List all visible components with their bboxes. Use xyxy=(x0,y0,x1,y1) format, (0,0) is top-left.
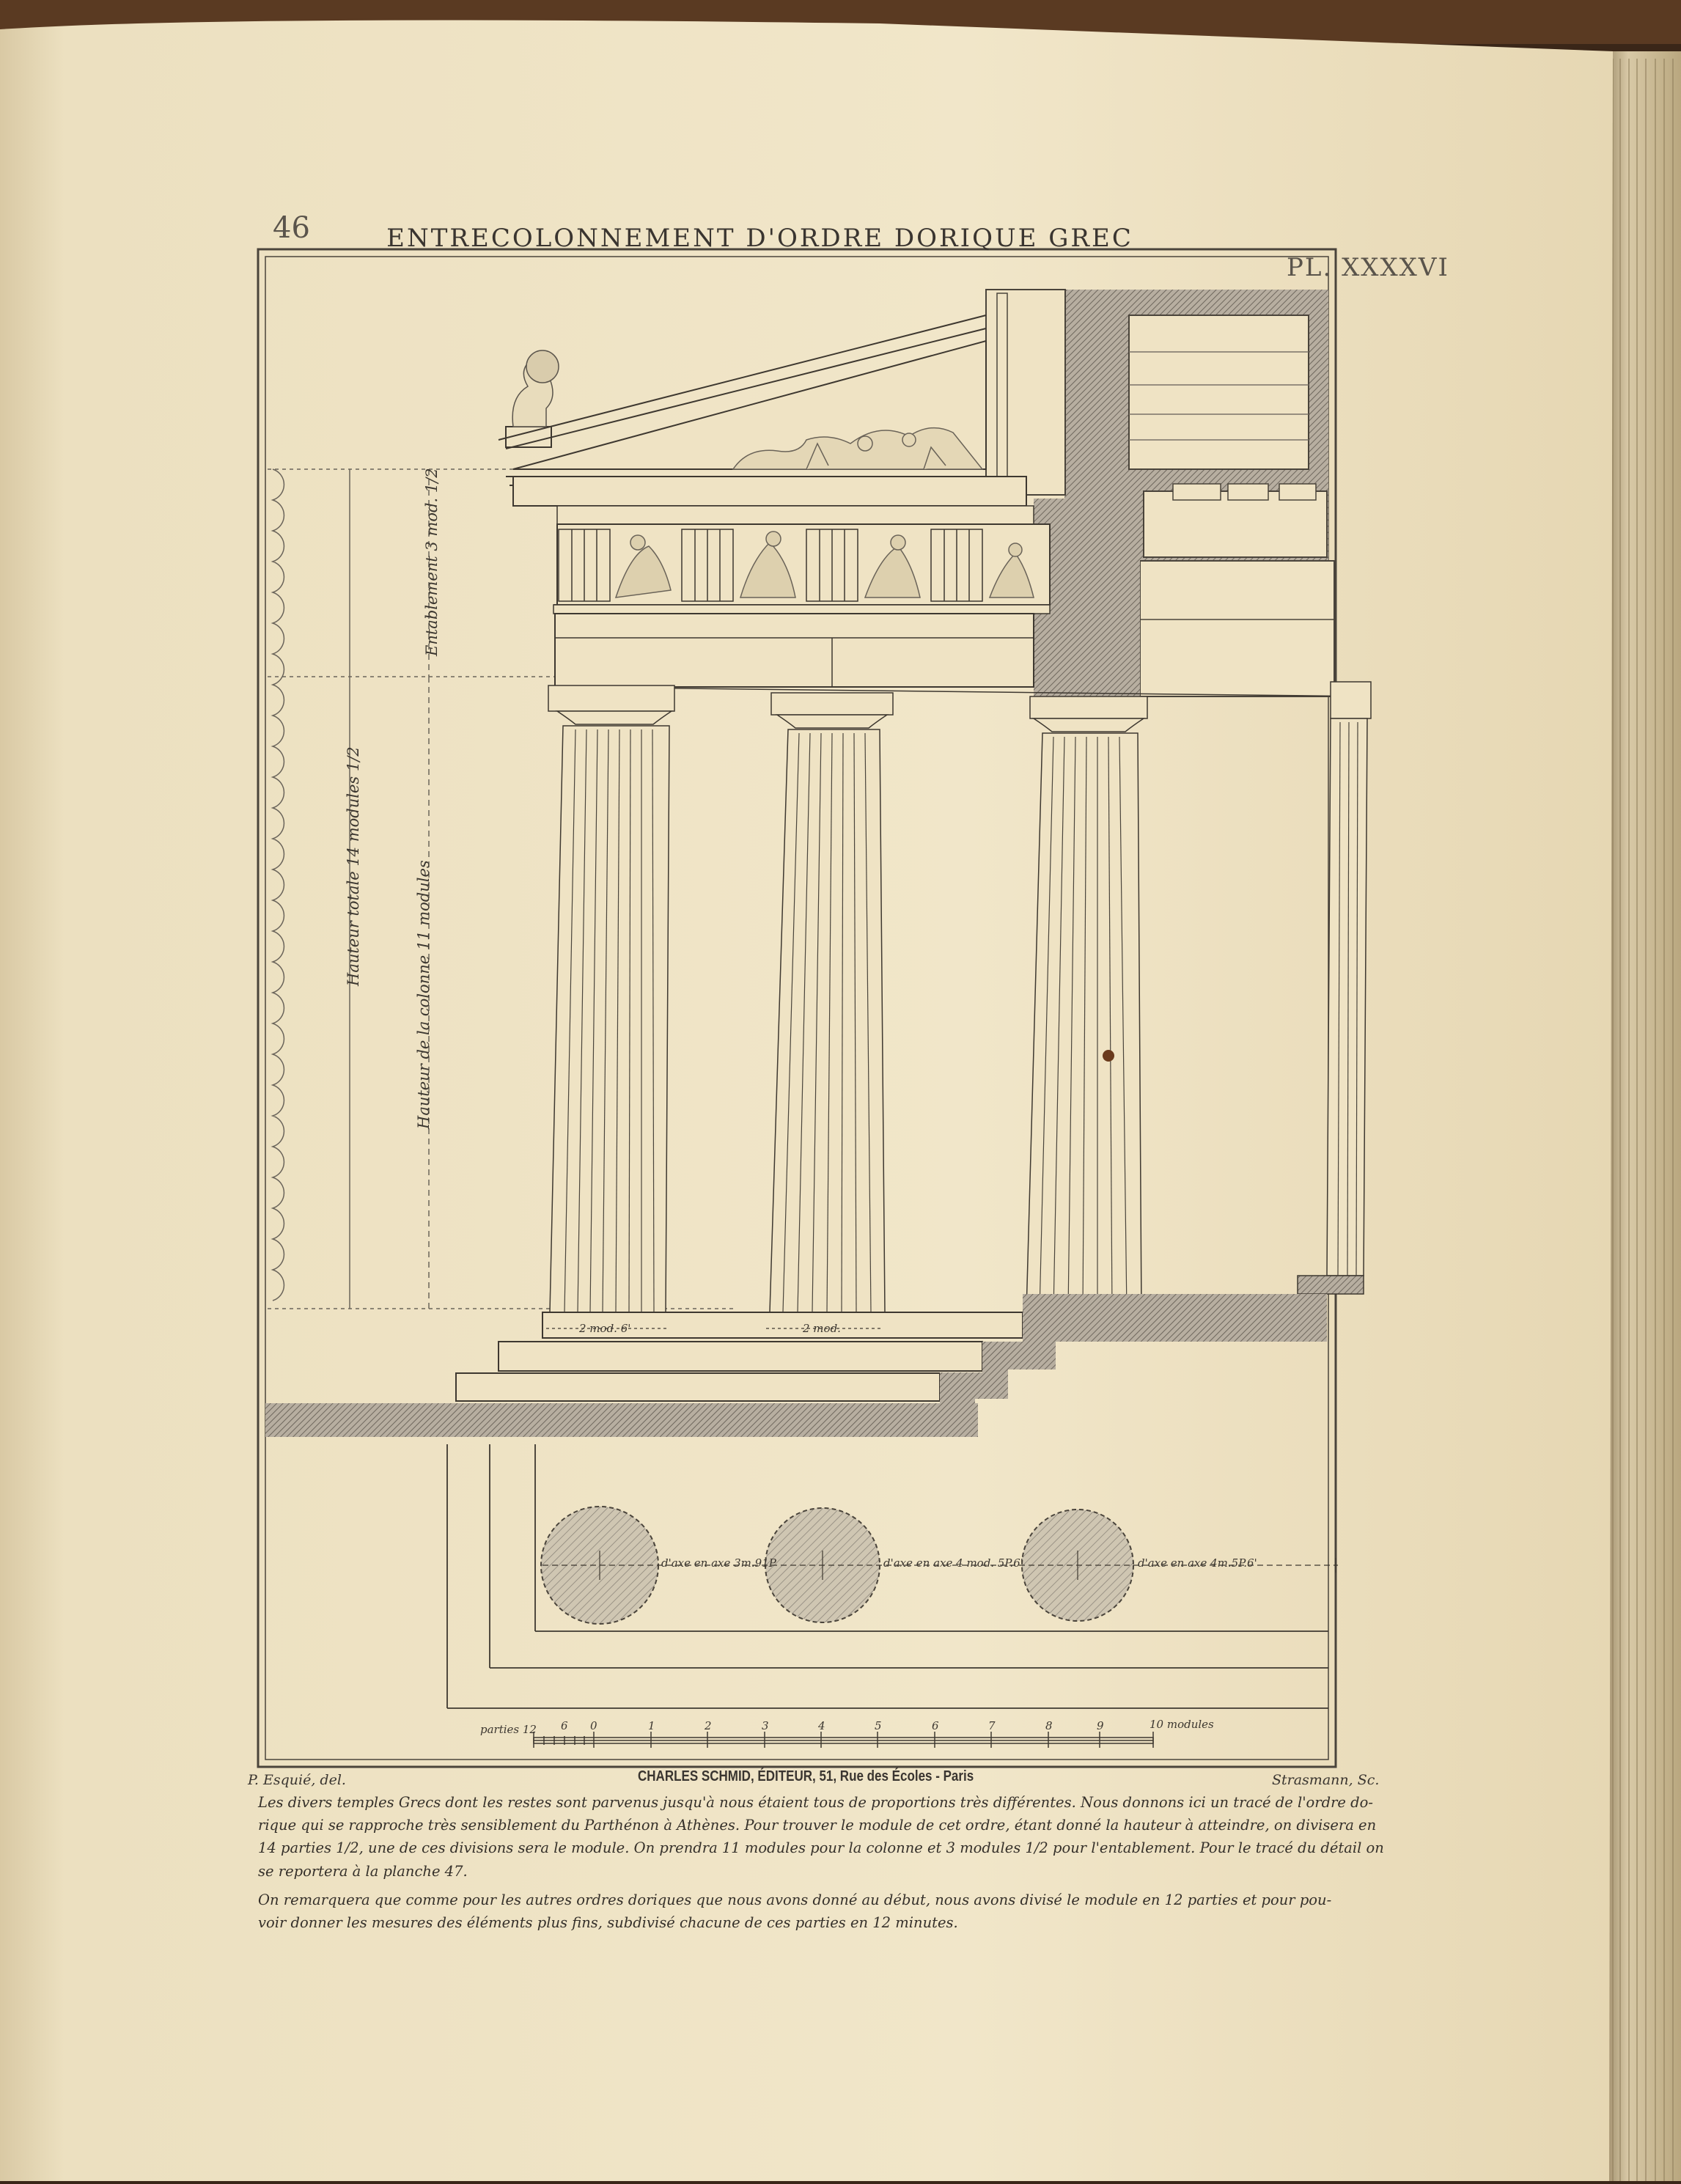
scale-tick-label: 6 xyxy=(932,1719,939,1732)
entablement-label: Entablement 3 mod. 1/2 xyxy=(423,468,441,656)
column-height-label: Hauteur de la colonne 11 modules xyxy=(415,860,433,1129)
plate-number: PL. XXXXVI xyxy=(1287,253,1449,282)
scale-right-label: 10 modules xyxy=(1150,1718,1214,1731)
scale-tick-label: 4 xyxy=(818,1719,825,1732)
scale-left-label: parties 12 xyxy=(480,1723,537,1736)
axis-spacing-label-3: d'axe en axe 4m.5P.6' xyxy=(1138,1556,1257,1570)
scale-tick-label: 5 xyxy=(875,1719,882,1732)
caption-line: se reportera à la planche 47. xyxy=(258,1863,468,1880)
scale-tick-label: 8 xyxy=(1045,1719,1053,1732)
scale-tick-label: 2 xyxy=(705,1719,712,1732)
draughtsman-credit: P. Esquié, del. xyxy=(248,1772,346,1788)
axis-spacing-label-1: d'axe en axe 3m.91P xyxy=(661,1556,776,1570)
publisher-credit: CHARLES SCHMID, ÉDITEUR, 51, Rue des Écoles - Paris xyxy=(638,1768,974,1784)
base-diameter-label: 2 mod. 6' xyxy=(579,1322,631,1335)
engraver-credit: Strasmann, Sc. xyxy=(1272,1772,1380,1788)
scale-tick-label: 7 xyxy=(988,1719,996,1732)
scale-tick-label: 3 xyxy=(762,1719,769,1732)
caption-line: 14 parties 1/2, une de ces divisions sera le module. On prendra 11 modules pour la colonne et 3 modules 1/2 pour l'entablement. Pour le tracé du détail on xyxy=(258,1839,1384,1856)
caption-line: rique qui se rapproche très sensiblement du Parthénon à Athènes. Pour trouver le module de cet ordre, étant donné la hauteur à atteindre, on divisera en xyxy=(258,1817,1377,1834)
plate-title: ENTRECOLONNEMENT D'ORDRE DORIQUE GREC xyxy=(386,224,1133,253)
caption-line: Les divers temples Grecs dont les restes sont parvenus jusqu'à nous étaient tous de proportions très différentes. Nous donnons ici un tracé de l'ordre do- xyxy=(258,1794,1373,1811)
total-height-label: Hauteur totale 14 modules 1/2 xyxy=(345,746,362,986)
scale-tick-label: 6 xyxy=(561,1719,568,1732)
page-number: 46 xyxy=(273,211,310,245)
scale-tick-label: 1 xyxy=(648,1719,655,1732)
upper-diameter-label: 2 mod. xyxy=(803,1322,841,1335)
scale-tick-label: 9 xyxy=(1097,1719,1104,1732)
caption-line: voir donner les mesures des éléments plus fins, subdivisé chacune de ces parties en 12 minutes. xyxy=(258,1914,958,1931)
scale-tick-label: 0 xyxy=(590,1719,597,1732)
axis-spacing-label-2: d'axe en axe 4 mod. 5P.6' xyxy=(883,1556,1023,1570)
caption-line: On remarquera que comme pour les autres ordres doriques que nous avons donné au début, nous avons divisé le module en 12 parties et pour pou- xyxy=(258,1891,1332,1908)
